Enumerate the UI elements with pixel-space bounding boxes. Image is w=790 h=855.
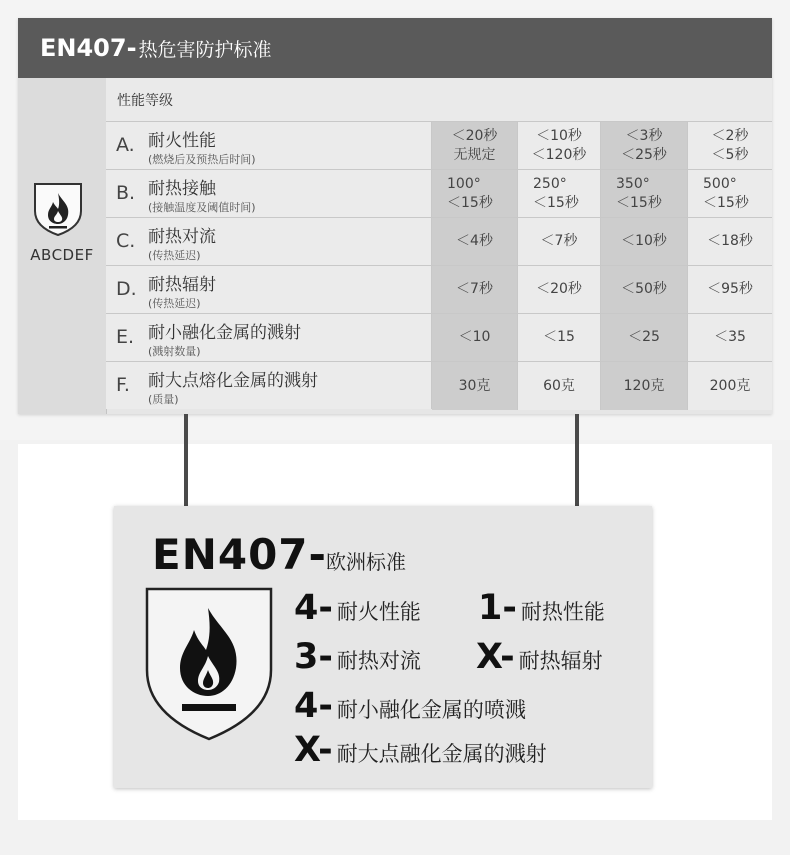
row-subtitle: (传热延迟) — [148, 297, 201, 310]
row-name: 耐小融化金属的溅射 — [148, 323, 301, 343]
level-2-cell: 250° ＜15秒 — [518, 170, 601, 217]
level-4-cell: 200克 — [688, 362, 772, 410]
rating-digit: 1- — [478, 588, 517, 628]
row-label — [106, 218, 432, 265]
row-letter: B. — [116, 182, 136, 204]
row-label — [106, 122, 432, 169]
level-1-cell: ＜7秒 — [432, 266, 518, 313]
rating-digit: 4- — [294, 588, 333, 628]
row-name: 耐大点熔化金属的溅射 — [148, 371, 318, 391]
rating-text: 耐小融化金属的喷溅 — [336, 698, 526, 722]
level-4-cell: ＜2秒 ＜5秒 — [688, 122, 772, 169]
header-code: EN407- — [40, 34, 137, 62]
flame-shield-icon — [144, 586, 274, 742]
level-4-cell: ＜35 — [688, 314, 772, 361]
rating-text: 耐火性能 — [336, 600, 421, 624]
rating-code: ABCDEF — [30, 246, 94, 264]
level-3-cell: ＜3秒 ＜25秒 — [601, 122, 688, 169]
row-letter: C. — [116, 230, 136, 252]
level-3-cell: 120克 — [601, 362, 688, 410]
badge-item — [294, 637, 421, 677]
badge-standard: 欧洲标准 — [326, 550, 406, 574]
level-2-cell: 60克 — [518, 362, 601, 410]
header-title: 热危害防护标准 — [138, 38, 272, 61]
row-label — [106, 266, 432, 313]
row-subtitle: (溅射数量) — [148, 345, 201, 358]
row-letter: D. — [116, 278, 137, 300]
row-subtitle: (质量) — [148, 393, 179, 406]
rating-text: 耐热性能 — [520, 600, 605, 624]
row-subtitle: (传热延迟) — [148, 249, 201, 262]
row-letter: A. — [116, 134, 135, 156]
performance-level-label: 性能等级 — [106, 78, 772, 122]
rating-text: 耐热对流 — [336, 649, 421, 673]
rating-text: 耐热辐射 — [518, 649, 603, 673]
table-row — [106, 362, 772, 410]
row-subtitle: (燃烧后及预热后时间) — [148, 153, 256, 166]
row-letter: F. — [116, 374, 130, 396]
level-4-cell: 500° ＜15秒 — [688, 170, 772, 217]
level-1-cell: 100° ＜15秒 — [432, 170, 518, 217]
en407-badge — [114, 506, 652, 788]
badge-item — [294, 686, 526, 726]
badge-item — [294, 730, 547, 770]
row-label — [106, 170, 432, 217]
level-4-cell: ＜18秒 — [688, 218, 772, 265]
certification-column — [18, 78, 107, 414]
level-1-cell: 30克 — [432, 362, 518, 410]
rating-digit: X- — [476, 637, 515, 677]
row-name: 耐火性能 — [148, 131, 216, 151]
row-name: 耐热辐射 — [148, 275, 216, 295]
badge-code: EN407- — [152, 530, 327, 579]
level-1-cell: ＜4秒 — [432, 218, 518, 265]
flame-shield-icon — [32, 181, 84, 237]
level-3-cell: ＜50秒 — [601, 266, 688, 313]
level-2-cell: ＜15 — [518, 314, 601, 361]
table-row — [106, 122, 772, 170]
level-3-cell: ＜25 — [601, 314, 688, 361]
level-2-cell: ＜7秒 — [518, 218, 601, 265]
connector-line-left — [184, 414, 188, 506]
badge-item — [294, 588, 421, 628]
performance-table — [106, 78, 772, 414]
badge-item — [476, 637, 603, 677]
table-row — [106, 218, 772, 266]
level-2-cell: ＜10秒 ＜120秒 — [518, 122, 601, 169]
level-1-cell: ＜10 — [432, 314, 518, 361]
level-1-cell: ＜20秒 无规定 — [432, 122, 518, 169]
table-header — [18, 18, 772, 78]
standard-table-card — [18, 18, 772, 414]
level-3-cell: 350° ＜15秒 — [601, 170, 688, 217]
table-row — [106, 170, 772, 218]
badge-item — [478, 588, 605, 628]
connector-line-right — [575, 414, 579, 506]
table-row — [106, 314, 772, 362]
row-label — [106, 314, 432, 361]
row-name: 耐热接触 — [148, 179, 216, 199]
rating-text: 耐大点融化金属的溅射 — [336, 742, 547, 766]
row-subtitle: (接触温度及阈值时间) — [148, 201, 256, 214]
row-name: 耐热对流 — [148, 227, 216, 247]
row-label — [106, 362, 432, 409]
rating-digit: X- — [294, 730, 333, 770]
level-3-cell: ＜10秒 — [601, 218, 688, 265]
rating-digit: 3- — [294, 637, 333, 677]
rating-digit: 4- — [294, 686, 333, 726]
row-letter: E. — [116, 326, 135, 348]
level-2-cell: ＜20秒 — [518, 266, 601, 313]
level-4-cell: ＜95秒 — [688, 266, 772, 313]
table-row — [106, 266, 772, 314]
